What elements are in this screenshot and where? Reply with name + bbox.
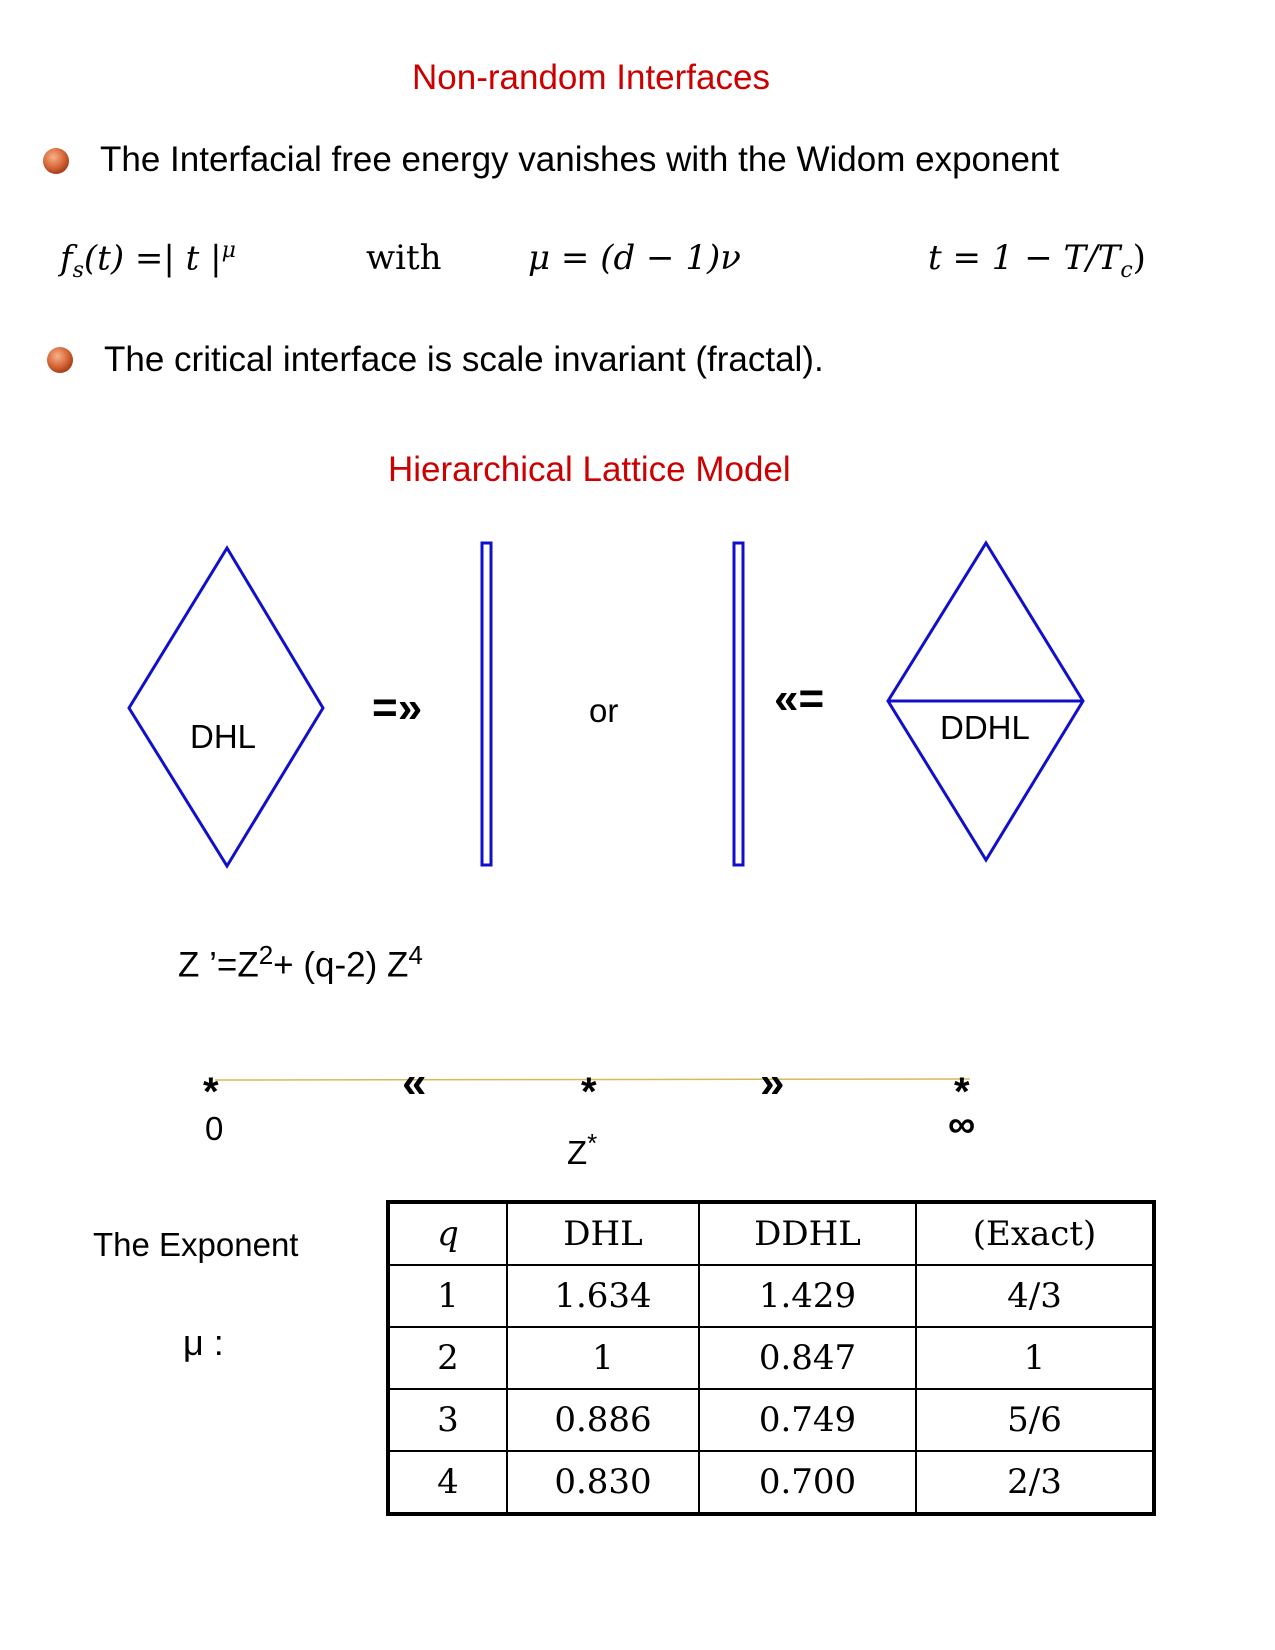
mu-label: μ : — [183, 1322, 224, 1363]
cell-ddhl: 0.700 — [699, 1451, 916, 1514]
cell-q: 3 — [388, 1389, 507, 1451]
flow-arrow-left: « — [402, 1058, 427, 1107]
header-dhl: DHL — [507, 1202, 699, 1265]
arrow-right: =» — [372, 683, 423, 732]
cell-q: 4 — [388, 1451, 507, 1514]
header-ddhl: DDHL — [699, 1202, 916, 1265]
fixed-point-star-inf: * — [954, 1070, 970, 1114]
bullet-icon — [43, 148, 69, 174]
header-exact: (Exact) — [916, 1202, 1154, 1265]
bullet-text-1: The Interfacial free energy vanishes with the Widom exponent — [100, 140, 1060, 179]
header-q: q — [388, 1202, 507, 1265]
cell-exact: 2/3 — [916, 1451, 1154, 1514]
fixed-point-z-label: Z* — [567, 1128, 598, 1171]
cell-dhl: 0.886 — [507, 1389, 699, 1451]
table-header-row — [388, 1202, 1154, 1265]
exponent-label: The Exponent — [93, 1226, 299, 1263]
cell-dhl: 1 — [507, 1327, 699, 1389]
cell-exact: 5/6 — [916, 1389, 1154, 1451]
table-row — [388, 1389, 1154, 1451]
cell-dhl: 0.830 — [507, 1451, 699, 1514]
bond-left — [482, 543, 491, 865]
page-title: Non-random Interfaces — [412, 58, 770, 97]
fixed-point-0-label: 0 — [205, 1110, 224, 1147]
with-word: with — [366, 238, 442, 278]
cell-q: 1 — [388, 1265, 507, 1327]
section-title: Hierarchical Lattice Model — [388, 450, 791, 489]
fixed-point-star-z: * — [581, 1070, 597, 1114]
cell-dhl: 1.634 — [507, 1265, 699, 1327]
table-row — [388, 1327, 1154, 1389]
bond-right — [734, 543, 743, 865]
bullet-text-2: The critical interface is scale invariant (fractal). — [104, 340, 824, 379]
arrow-left: «= — [774, 674, 825, 723]
mu-definition: μ = (d − 1)ν — [528, 238, 741, 278]
dhl-diamond — [129, 548, 323, 866]
cell-ddhl: 0.749 — [699, 1389, 916, 1451]
flow-line — [0, 1075, 1275, 1085]
cell-ddhl: 1.429 — [699, 1265, 916, 1327]
flow-arrow-right: » — [760, 1058, 785, 1107]
cell-q: 2 — [388, 1327, 507, 1389]
table-row — [388, 1265, 1154, 1327]
lattice-diagram — [0, 530, 1275, 870]
bullet-icon — [47, 347, 73, 373]
or-word: or — [589, 692, 619, 729]
recursion-relation: Z $’=Z^2+ (q-2)$ $Z^4$ — [178, 940, 423, 985]
cell-exact: 4/3 — [916, 1265, 1154, 1327]
table-row — [388, 1451, 1154, 1514]
dhl-label: DHL — [190, 718, 257, 755]
cell-exact: 1 — [916, 1327, 1154, 1389]
fixed-point-inf-label: ∞ — [948, 1104, 976, 1146]
t-definition: $t = 1 - T/T_c$) — [928, 238, 1146, 283]
exponent-table — [386, 1200, 1156, 1516]
free-energy-formula: $f_s(t)$ =| t $|^\mu$ — [60, 238, 236, 284]
ddhl-label: DDHL — [940, 709, 1030, 746]
fixed-point-star-0: * — [203, 1070, 219, 1114]
cell-ddhl: 0.847 — [699, 1327, 916, 1389]
